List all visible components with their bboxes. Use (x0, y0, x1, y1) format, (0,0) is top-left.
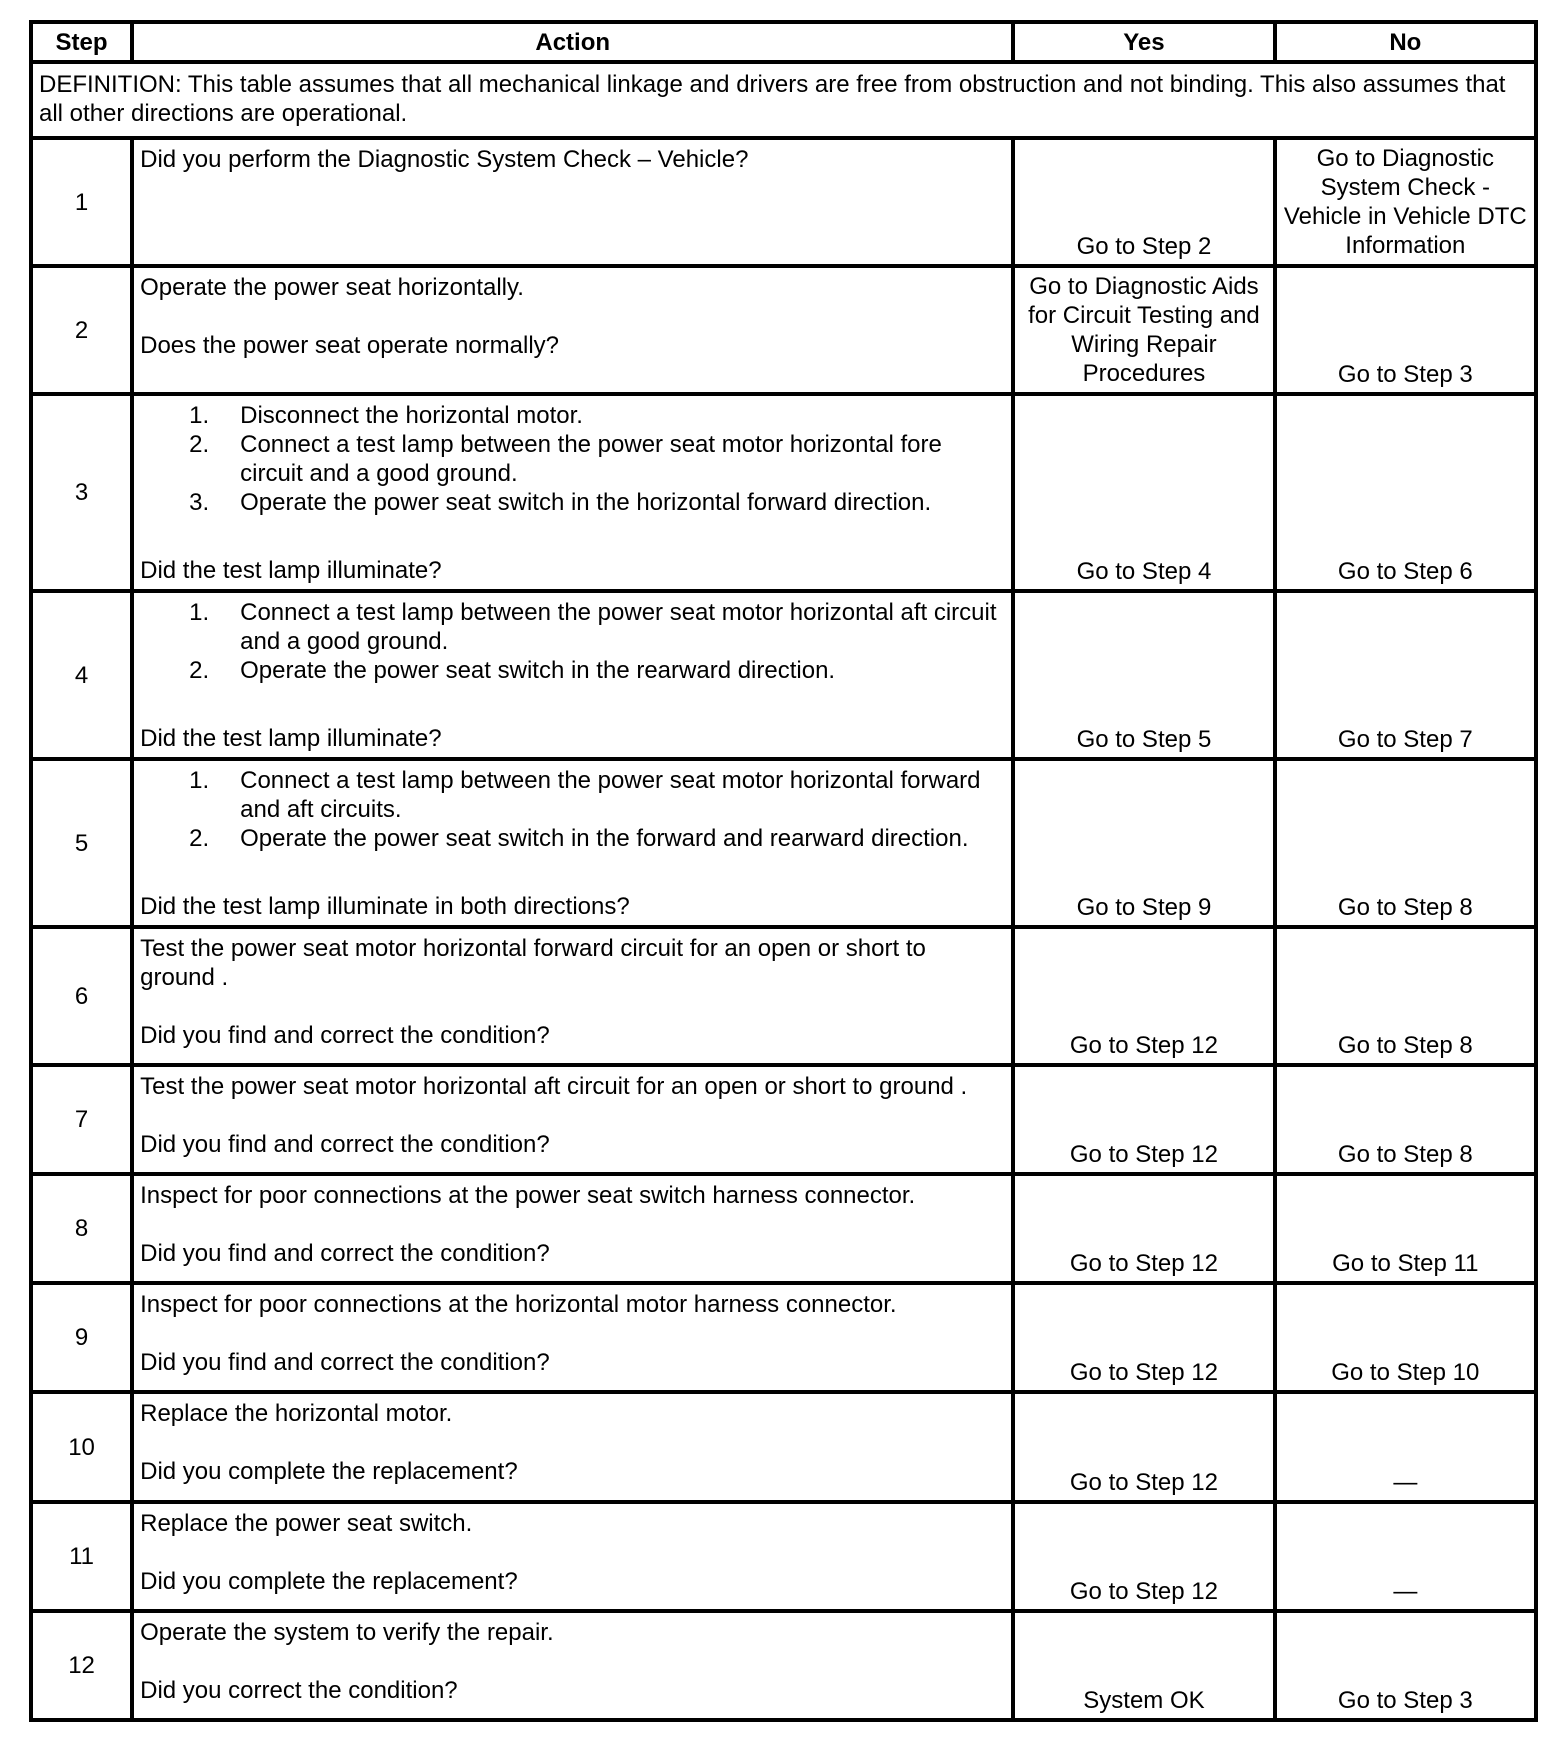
action-steps-list (140, 766, 1005, 853)
action-cell (132, 394, 1013, 591)
yes-cell: Go to Step 12 (1013, 927, 1274, 1065)
action-question: Did you correct the condition? (140, 1677, 458, 1704)
yes-cell: Go to Step 12 (1013, 1283, 1274, 1392)
spacer (140, 1647, 1005, 1676)
action-question: Did you find and correct the condition? (140, 1022, 550, 1049)
list-item: 1. Connect a test lamp between the power seat motor horizontal forward and aft circuits. (189, 767, 981, 823)
action-cell (132, 266, 1013, 394)
spacer (140, 302, 1005, 331)
spacer (140, 685, 1005, 724)
table-row (31, 1283, 1536, 1392)
action-question: Does the power seat operate normally? (140, 332, 560, 359)
header-action: Action (132, 22, 1013, 62)
table-row (31, 394, 1536, 591)
list-item: 2. Operate the power seat switch in the forward and rearward direction. (189, 825, 969, 852)
table-row (31, 266, 1536, 394)
list-item: 2. Operate the power seat switch in the rearward direction. (189, 657, 836, 684)
step-number: 6 (31, 927, 132, 1065)
list-item: 1. Connect a test lamp between the power seat motor horizontal aft circuit and a good ground. (189, 599, 997, 655)
spacer (140, 1428, 1005, 1457)
action-question: Did you find and correct the condition? (140, 1349, 550, 1376)
spacer (140, 517, 1005, 556)
yes-cell: Go to Step 12 (1013, 1502, 1274, 1611)
action-cell (132, 1174, 1013, 1283)
table-row (31, 1065, 1536, 1174)
yes-cell: Go to Step 2 (1013, 138, 1274, 266)
no-cell: Go to Step 8 (1275, 1065, 1536, 1174)
step-number: 2 (31, 266, 132, 394)
no-cell: Go to Step 10 (1275, 1283, 1536, 1392)
action-cell (132, 1283, 1013, 1392)
no-cell: Go to Step 8 (1275, 759, 1536, 927)
header-row (31, 22, 1536, 62)
table-row (31, 1611, 1536, 1720)
action-question: Did you find and correct the condition? (140, 1240, 550, 1267)
no-cell: Go to Step 3 (1275, 1611, 1536, 1720)
yes-cell: Go to Diagnostic Aids for Circuit Testing and Wiring Repair Procedures (1013, 266, 1274, 394)
action-text: Inspect for poor connections at the horizontal motor harness connector. (140, 1291, 897, 1318)
step-number: 10 (31, 1392, 132, 1502)
spacer (140, 853, 1005, 892)
step-number: 5 (31, 759, 132, 927)
action-question: Did the test lamp illuminate in both directions? (140, 893, 630, 920)
action-cell (132, 1611, 1013, 1720)
step-number: 4 (31, 591, 132, 759)
list-item: 2. Connect a test lamp between the power seat motor horizontal fore circuit and a good ground. (189, 431, 942, 487)
action-text: Inspect for poor connections at the power seat switch harness connector. (140, 1182, 916, 1209)
diagnostic-table (29, 20, 1538, 1722)
header-yes: Yes (1013, 22, 1274, 62)
action-cell (132, 138, 1013, 266)
yes-cell: Go to Step 5 (1013, 591, 1274, 759)
spacer (140, 1319, 1005, 1348)
yes-cell: Go to Step 12 (1013, 1174, 1274, 1283)
action-question: Did the test lamp illuminate? (140, 557, 442, 584)
action-text: Test the power seat motor horizontal aft circuit for an open or short to ground . (140, 1073, 968, 1100)
action-cell (132, 759, 1013, 927)
no-cell: Go to Step 6 (1275, 394, 1536, 591)
step-number: 8 (31, 1174, 132, 1283)
table-row (31, 138, 1536, 266)
table-row (31, 927, 1536, 1065)
action-question: Did the test lamp illuminate? (140, 725, 442, 752)
step-number: 12 (31, 1611, 132, 1720)
header-no: No (1275, 22, 1536, 62)
action-text: Replace the power seat switch. (140, 1510, 473, 1537)
action-text: Test the power seat motor horizontal forward circuit for an open or short to ground . (140, 935, 926, 991)
action-cell (132, 1502, 1013, 1611)
yes-cell: Go to Step 4 (1013, 394, 1274, 591)
yes-cell: Go to Step 12 (1013, 1392, 1274, 1502)
yes-cell: System OK (1013, 1611, 1274, 1720)
action-cell (132, 591, 1013, 759)
spacer (140, 1210, 1005, 1239)
action-text: Replace the horizontal motor. (140, 1400, 453, 1427)
list-item: 1. Disconnect the horizontal motor. (189, 402, 583, 429)
no-cell: Go to Step 11 (1275, 1174, 1536, 1283)
action-text: Operate the system to verify the repair. (140, 1619, 554, 1646)
action-steps-list (140, 401, 1005, 517)
spacer (140, 1101, 1005, 1130)
action-question: Did you find and correct the condition? (140, 1131, 550, 1158)
definition-text: DEFINITION: This table assumes that all mechanical linkage and drivers are free from obstruction and not binding. This also assumes that all other directions are operational. (31, 62, 1536, 138)
no-cell: — (1275, 1392, 1536, 1502)
action-cell (132, 1065, 1013, 1174)
step-number: 7 (31, 1065, 132, 1174)
step-number: 1 (31, 138, 132, 266)
no-cell: Go to Diagnostic System Check - Vehicle in Vehicle DTC Information (1275, 138, 1536, 266)
yes-cell: Go to Step 12 (1013, 1065, 1274, 1174)
step-number: 11 (31, 1502, 132, 1611)
action-cell (132, 1392, 1013, 1502)
no-cell: — (1275, 1502, 1536, 1611)
header-step: Step (31, 22, 132, 62)
no-cell: Go to Step 7 (1275, 591, 1536, 759)
action-question: Did you complete the replacement? (140, 1458, 518, 1485)
spacer (140, 992, 1005, 1021)
action-text: Did you perform the Diagnostic System Check – Vehicle? (140, 146, 749, 173)
table-row (31, 759, 1536, 927)
action-cell (132, 927, 1013, 1065)
table-row (31, 1392, 1536, 1502)
list-item: 3. Operate the power seat switch in the horizontal forward direction. (189, 489, 932, 516)
step-number: 3 (31, 394, 132, 591)
table-row (31, 591, 1536, 759)
table-row (31, 1502, 1536, 1611)
action-question: Did you complete the replacement? (140, 1568, 518, 1595)
table-row (31, 1174, 1536, 1283)
no-cell: Go to Step 8 (1275, 927, 1536, 1065)
step-number: 9 (31, 1283, 132, 1392)
spacer (140, 1538, 1005, 1567)
action-text: Operate the power seat horizontally. (140, 274, 524, 301)
no-cell: Go to Step 3 (1275, 266, 1536, 394)
action-steps-list (140, 598, 1005, 685)
definition-row (31, 62, 1536, 138)
yes-cell: Go to Step 9 (1013, 759, 1274, 927)
